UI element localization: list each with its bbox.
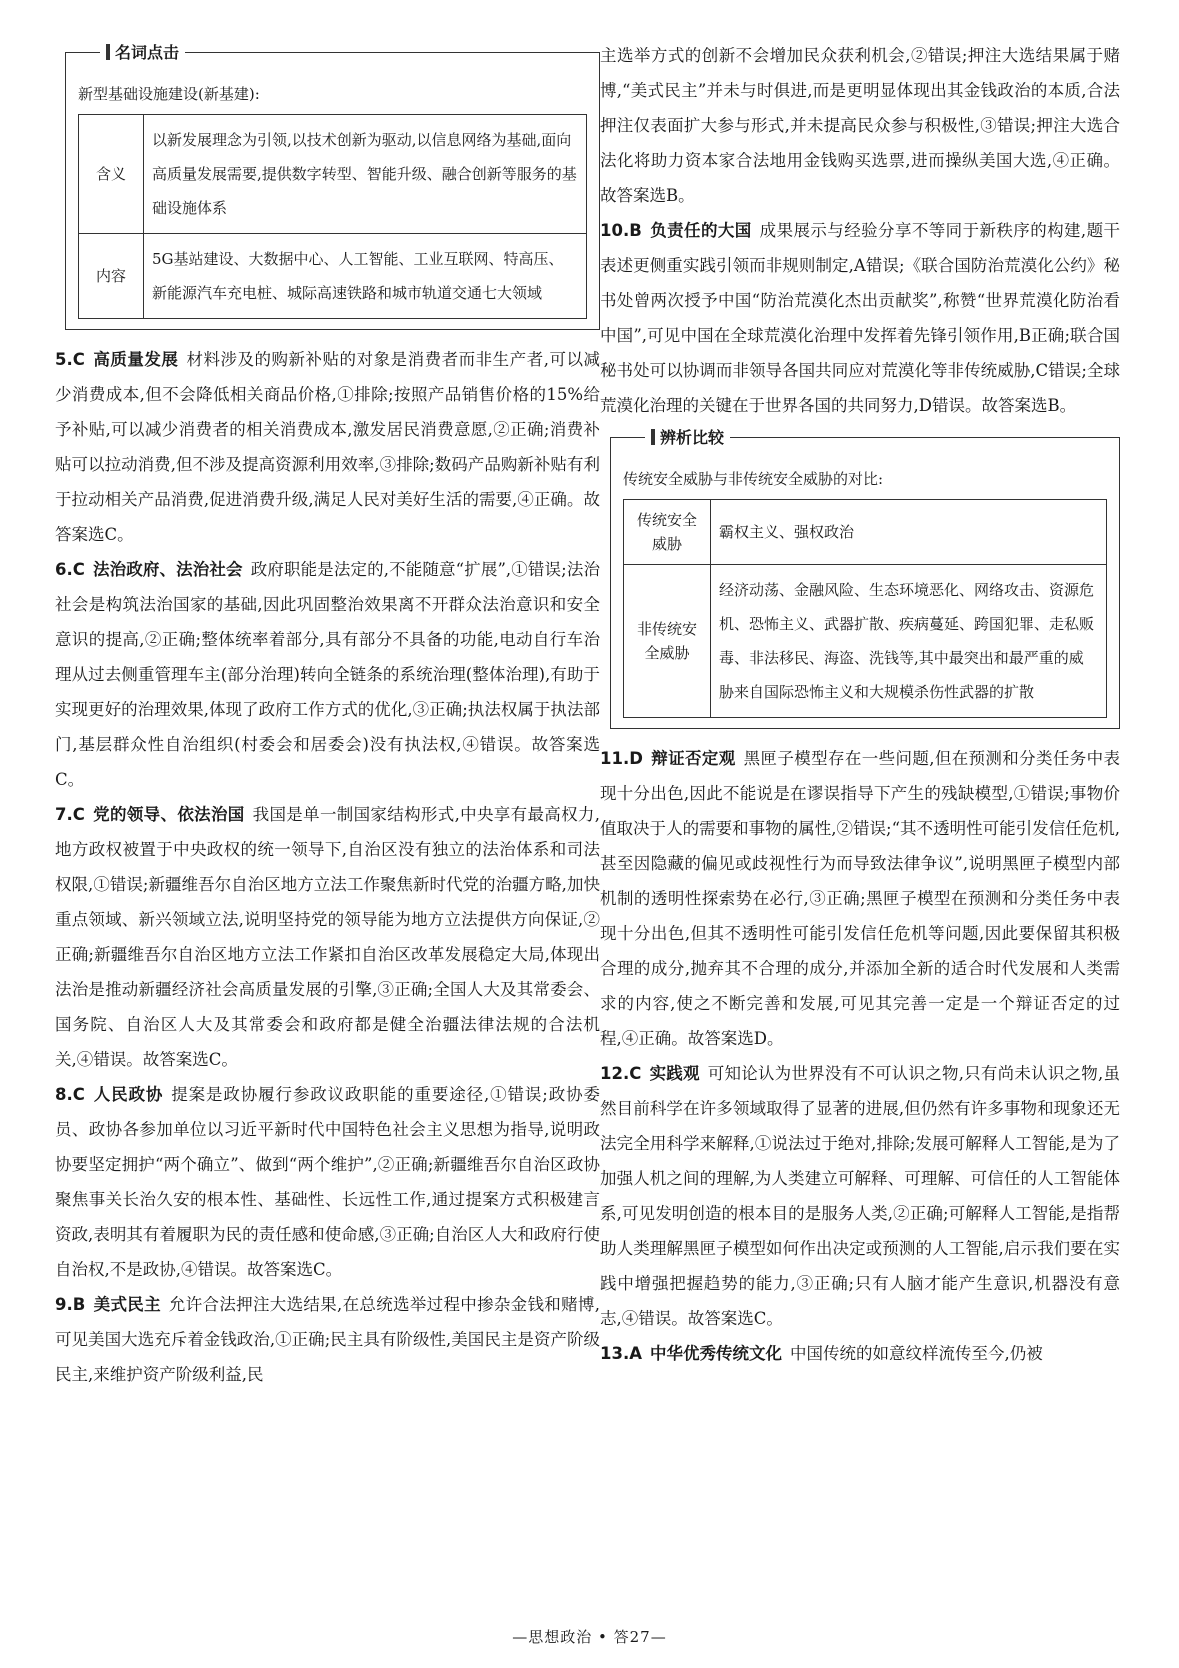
compare-intro: 传统安全威胁与非传统安全威胁的对比: <box>623 470 884 488</box>
answer-number: 5.C <box>55 350 85 369</box>
answer-text: 成果展示与经验分享不等同于新秩序的构建,题干表述更侧重实践引领而非规则制定,A错误;《联合国防治荒漠化公约》秘书处曾两次授予中国“防治荒漠化杰出贡献奖”,称赞“世界荒漠化防治看中国”,可见中国在全球荒漠化治理中发挥着先锋引领作用,B正确;联合国秘书处可以协调而非领导各国共同应对荒漠化等非传统威胁,C错误;全球荒漠化治理的关键在于世界各国的共同努力,D错误。故答案选B。 <box>600 221 1120 415</box>
table-head-cell: 含义 <box>79 115 144 234</box>
compare-title: 辨析比较 <box>645 425 730 448</box>
answer-item <box>55 342 600 552</box>
table-row <box>79 234 587 319</box>
answer-text: 中国传统的如意纹样流传至今,仍被 <box>790 1344 1043 1363</box>
right-column <box>600 38 1120 1371</box>
answer-number: 9.B <box>55 1295 86 1314</box>
table-head-cell: 非传统安全威胁 <box>624 565 711 718</box>
answer-keyword: 美式民主 <box>93 1295 161 1314</box>
answer-number: 6.C <box>55 560 85 579</box>
table-body-cell: 经济动荡、金融风险、生态环境恶化、网络攻击、资源危机、恐怖主义、武器扩散、疾病蔓延、跨国犯罪、走私贩毒、非法移民、海盗、洗钱等,其中最突出和最严重的威胁来自国际恐怖主义和大规模杀伤性武器的扩散 <box>711 565 1107 718</box>
left-column <box>55 38 600 1392</box>
answer-text: 提案是政协履行参政议政职能的重要途径,①错误;政协委员、政协各参加单位以习近平新时代中国特色社会主义思想为指导,说明政协要坚定拥护“两个确立”、做到“两个维护”,②正确;新疆维吾尔自治区政协聚焦事关长治久安的根本性、基础性、长远性工作,通过提案方式积极建言资政,表明其有着履职为民的责任感和使命感,③正确;自治区人大和政府行使自治权,不是政协,④错误。故答案选C。 <box>55 1085 600 1279</box>
compare-table <box>623 499 1107 718</box>
answer-item <box>600 213 1120 423</box>
glossary-table <box>78 114 587 319</box>
answer-keyword: 负责任的大国 <box>649 221 752 240</box>
answer-keyword: 辩证否定观 <box>650 749 736 768</box>
answer-item <box>600 38 1120 213</box>
answer-text: 黑匣子模型存在一些问题,但在预测和分类任务中表现十分出色,因此不能说是在谬误指导下产生的残缺模型,①错误;事物价值取决于人的需要和事物的属性,②错误;“其不透明性可能引发信任危机,甚至因隐藏的偏见或歧视性行为而导致法律争议”,说明黑匣子模型内部机制的透明性探索势在必行,③正确;黑匣子模型在预测和分类任务中表现十分出色,但其不透明性可能引发信任危机等问题,因此要保留其积极合理的成分,抛弃其不合理的成分,并添加全新的适合时代发展和人类需求的内容,使之不断完善和发展,可见其完善一定是一个辩证否定的过程,④正确。故答案选D。 <box>600 749 1121 1048</box>
glossary-box <box>65 43 600 330</box>
answer-text: 可知论认为世界没有不可认识之物,只有尚未认识之物,虽然目前科学在许多领域取得了显著的进展,但仍然有许多事物和现象还无法完全用科学来解释,①说法过于绝对,排除;发展可解释人工智能,是为了加强人机之间的理解,为人类建立可解释、可理解、可信任的人工智能体系,可见发明创造的根本目的是服务人类,②正确;可解释人工智能,是指帮助人类理解黑匣子模型如何作出决定或预测的人工智能,启示我们要在实践中增强把握趋势的能力,③正确;只有人脑才能产生意识,机器没有意志,④错误。故答案选C。 <box>600 1064 1120 1328</box>
answer-number: 11.D <box>600 749 643 768</box>
answer-keyword: 中华优秀传统文化 <box>650 1344 782 1363</box>
table-head-cell: 传统安全威胁 <box>624 500 711 565</box>
table-head-cell: 内容 <box>79 234 144 319</box>
table-row <box>624 565 1107 718</box>
glossary-title: 名词点击 <box>100 40 185 63</box>
table-row <box>79 115 587 234</box>
answer-keyword: 党的领导、依法治国 <box>92 805 245 824</box>
compare-box <box>610 428 1120 729</box>
answer-text: 我国是单一制国家结构形式,中央享有最高权力,地方政权被置于中央政权的统一领导下,自治区没有独立的法治体系和司法权限,①错误;新疆维吾尔自治区地方立法工作聚焦新时代党的治疆方略,加快重点领域、新兴领域立法,说明坚持党的领导能为地方立法提供方向保证,②正确;新疆维吾尔自治区地方立法工作紧扣自治区改革发展稳定大局,体现出法治是推动新疆经济社会高质量发展的引擎,③正确;全国人大及其常委会、国务院、自治区人大及其常委会和政府都是健全治疆法律法规的合法机关,④错误。故答案选C。 <box>55 805 600 1069</box>
answer-item <box>600 1056 1120 1336</box>
answer-item <box>55 1077 600 1287</box>
answer-item <box>55 1287 600 1392</box>
answer-text: 主选举方式的创新不会增加民众获利机会,②错误;押注大选结果属于赌博,“美式民主”并未与时俱进,而是更明显体现出其金钱政治的本质,合法押注仅表面扩大参与形式,并未提高民众参与积极性,③错误;押注大选合法化将助力资本家合法地用金钱购买选票,进而操纵美国大选,④正确。故答案选B。 <box>600 46 1120 205</box>
answer-number: 8.C <box>55 1085 85 1104</box>
answer-text: 允许合法押注大选结果,在总统选举过程中掺杂金钱和赌博,可见美国大选充斥着金钱政治,①正确;民主具有阶级性,美国民主是资产阶级民主,来维护资产阶级利益,民 <box>55 1295 600 1384</box>
answer-text: 政府职能是法定的,不能随意“扩展”,①错误;法治社会是构筑法治国家的基础,因此巩固整治效果离不开群众法治意识和安全意识的提高,②正确;整体统率着部分,具有部分不具备的功能,电动自行车治理从过去侧重管理车主(部分治理)转向全链条的系统治理(整体治理),有助于实现更好的治理效果,体现了政府工作方式的优化,③正确;执法权属于执法部门,基层群众性自治组织(村委会和居委会)没有执法权,④错误。故答案选C。 <box>55 560 601 789</box>
answer-number: 7.C <box>55 805 85 824</box>
answer-item <box>55 797 600 1077</box>
answer-item <box>55 552 600 797</box>
answer-keyword: 高质量发展 <box>92 350 179 369</box>
table-body-cell: 5G基站建设、大数据中心、人工智能、工业互联网、特高压、新能源汽车充电桩、城际高速铁路和城市轨道交通七大领域 <box>144 234 587 319</box>
answer-keyword: 人民政协 <box>92 1085 164 1104</box>
table-body-cell: 以新发展理念为引领,以技术创新为驱动,以信息网络为基础,面向高质量发展需要,提供数字转型、智能升级、融合创新等服务的基础设施体系 <box>144 115 587 234</box>
answer-number: 13.A <box>600 1344 642 1363</box>
answer-item <box>600 741 1120 1056</box>
page-footer: —思想政治 • 答27— <box>512 1628 667 1646</box>
answer-item <box>600 1336 1120 1371</box>
answer-keyword: 法治政府、法治社会 <box>92 560 243 579</box>
answer-keyword: 实践观 <box>649 1064 700 1083</box>
answer-number: 12.C <box>600 1064 642 1083</box>
answer-text: 材料涉及的购新补贴的对象是消费者而非生产者,可以减少消费成本,但不会降低相关商品价格,①排除;按照产品销售价格的15%给予补贴,可以减少消费者的相关消费成本,激发居民消费意愿,②正确;消费补贴可以拉动消费,但不涉及提高资源利用效率,③排除;数码产品购新补贴有利于拉动相关产品消费,促进消费升级,满足人民对美好生活的需要,④正确。故答案选C。 <box>55 350 600 544</box>
table-body-cell: 霸权主义、强权政治 <box>711 500 1107 565</box>
table-row <box>624 500 1107 565</box>
glossary-intro: 新型基础设施建设(新基建): <box>78 85 260 103</box>
answer-number: 10.B <box>600 221 642 240</box>
